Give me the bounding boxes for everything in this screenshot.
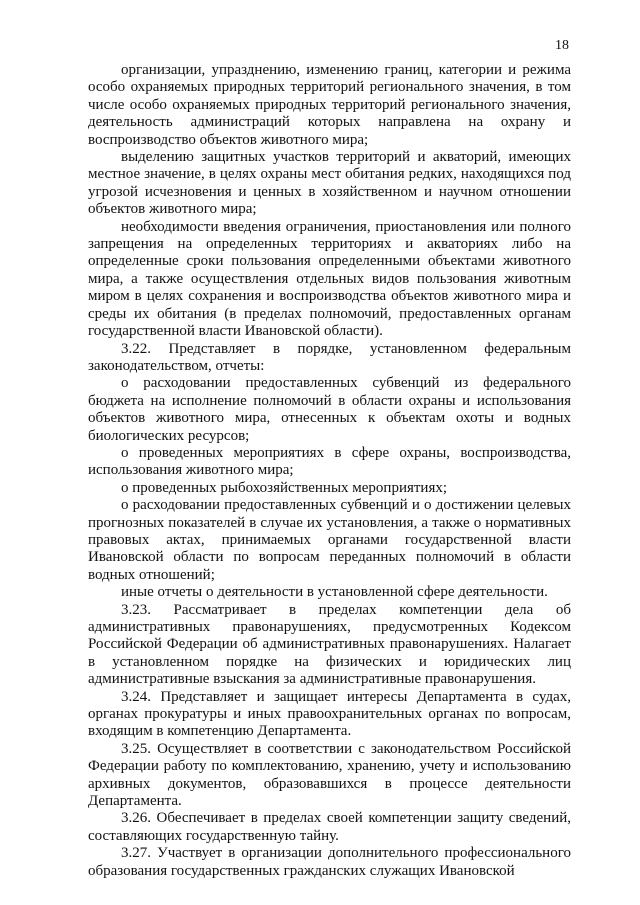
paragraph: 3.26. Обеспечивает в пределах своей компетенции защиту сведений, составляющих государственную тайну. bbox=[88, 810, 571, 844]
paragraph: 3.24. Представляет и защищает интересы Департамента в судах, органах прокуратуры и иных правоохранительных органах по вопросам, входящим в компетенцию Департамента. bbox=[88, 688, 571, 740]
paragraph: организации, упразднению, изменению границ, категории и режима особо охраняемых природных территорий регионального значения, в том числе особо охраняемых природных территорий регионального значения, деятельность администраций которых направлена на охрану и воспроизводство объектов животного мира; bbox=[88, 62, 571, 148]
paragraph: о проведенных мероприятиях в сфере охраны, воспроизводства, использования животного мира; bbox=[88, 444, 571, 479]
paragraph: выделению защитных участков территорий и акваторий, имеющих местное значение, в целях охраны мест обитания редких, находящихся под угрозой исчезновения и ценных в хозяйственном и научном отношении объектов животного мира; bbox=[88, 149, 571, 218]
document-body bbox=[88, 62, 571, 880]
paragraph: необходимости введения ограничения, приостановления или полного запрещения на определенных территориях и акваториях либо на определенные сроки пользования определенными объектами животного мира, а также осуществления отдельных видов пользования животным миром в целях сохранения и воспроизводства объектов животного мира и среды их обитания (в пределах полномочий, предоставленных органам государственной власти Ивановской области). bbox=[88, 218, 571, 340]
paragraph: о расходовании предоставленных субвенций и о достижении целевых прогнозных показателей в случае их установления, а также о нормативных правовых актах, принимаемых органами государственной власти Ивановской области по вопросам переданных полномочий в области водных отношений; bbox=[88, 497, 571, 583]
paragraph: о расходовании предоставленных субвенций из федерального бюджета на исполнение полномочий в области охраны и использования объектов животного мира, отнесенных к объектам охоты и водных биологических ресурсов; bbox=[88, 375, 571, 444]
paragraph: иные отчеты о деятельности в установленной сфере деятельности. bbox=[121, 584, 548, 601]
paragraph: 3.27. Участвует в организации дополнительного профессионального образования государственных гражданских служащих Ивановской bbox=[88, 845, 571, 879]
paragraph: 3.22. Представляет в порядке, установленном федеральным законодательством, отчеты: bbox=[88, 340, 571, 374]
paragraph: 3.23. Рассматривает в пределах компетенции дела об административных правонарушениях, предусмотренных Кодексом Российской Федерации об административных правонарушениях. Налагает в установленном порядке на физических и юридических лиц административные взыскания за административные правонарушения. bbox=[88, 601, 571, 688]
paragraph: о проведенных рыбохозяйственных мероприятиях; bbox=[121, 479, 448, 496]
paragraph: 3.25. Осуществляет в соответствии с законодательством Российской Федерации работу по комплектованию, хранению, учету и использованию архивных документов, образовавшихся в процессе деятельности Департамента. bbox=[88, 740, 571, 810]
page-number: 18 bbox=[555, 38, 569, 53]
